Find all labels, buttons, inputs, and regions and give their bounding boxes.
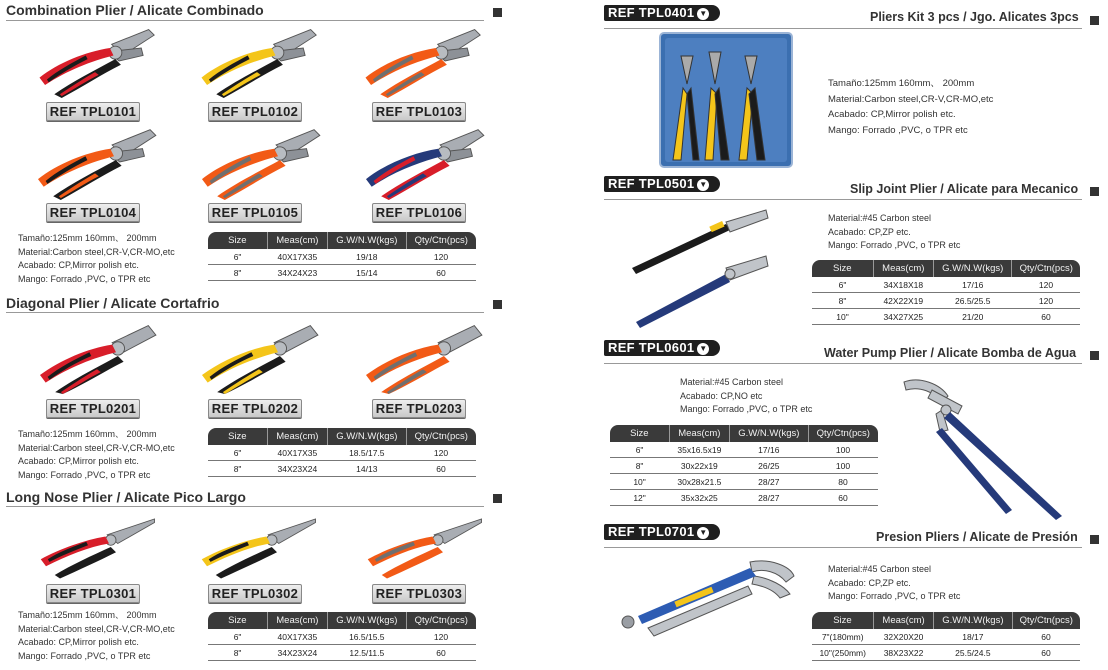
cell: 17/16: [934, 277, 1012, 293]
cell: 28/27: [730, 490, 808, 506]
cell: 34X23X24: [267, 645, 327, 661]
col-size: Size: [812, 260, 873, 277]
cell: 100: [808, 442, 878, 458]
ref-tpl0601: [604, 340, 720, 356]
chevron-down-icon: ▼: [699, 9, 708, 18]
longnose-specs: [18, 609, 175, 663]
slip-joint-pliers-image: [630, 204, 770, 328]
cell: 120: [1012, 277, 1080, 293]
cell: 8": [208, 645, 267, 661]
spec-handle: Mango: Forrado ,PVC, o TPR etc: [828, 124, 968, 136]
longnose-plier-red-black-image: [28, 512, 162, 582]
table-row: [812, 309, 1080, 325]
cell: 26/25: [730, 458, 808, 474]
cell: 18.5/17.5: [328, 445, 406, 461]
spec-finish: Acabado: CP,NO etc: [680, 390, 763, 401]
table-row: [812, 629, 1080, 645]
cell: 7"(180mm): [812, 629, 873, 645]
cell: 10": [610, 474, 669, 490]
spec-handle: Mango: Forrado ,PVC, o TPR etc: [18, 469, 151, 480]
section-title-presion: Presion Pliers / Alicate de Presión: [876, 530, 1078, 544]
cell: 35x32x25: [669, 490, 729, 506]
section-divider: [6, 20, 484, 21]
spec-size: Tamaño:125mm 160mm、 200mm: [18, 233, 157, 243]
ref-label: REF TPL0701: [608, 524, 695, 539]
combination-plier-orange-grey-image: [354, 24, 488, 98]
section-divider: [604, 547, 1082, 548]
table-row: [812, 645, 1080, 661]
ref-tpl0202: REF TPL0202: [208, 399, 302, 418]
cell: 60: [406, 645, 476, 661]
col-meas: Meas(cm): [267, 428, 327, 445]
cell: 120: [1012, 293, 1080, 309]
spec-handle: Mango: Forrado ,PVC, o TPR etc: [680, 404, 813, 414]
col-size: Size: [610, 425, 669, 442]
cell: 25.5/24.5: [934, 645, 1012, 661]
spec-material: Material:Carbon steel,CR-V,CR-MO,etc: [18, 623, 175, 634]
cell: 8": [208, 461, 267, 477]
cell: 40X17X35: [267, 249, 327, 265]
cell: 120: [406, 629, 476, 645]
col-weight: G.W/N.W(kgs): [730, 425, 808, 442]
longnose-plier-orange-grey-image: [352, 512, 492, 582]
longnose-plier-yellow-black-image: [186, 512, 326, 582]
presion-specs: [828, 563, 960, 604]
col-meas: Meas(cm): [267, 612, 327, 629]
combination-specs: [18, 232, 175, 286]
cell: 60: [1012, 645, 1080, 661]
ref-label: REF TPL0401: [608, 5, 695, 20]
table-row: [610, 442, 878, 458]
kit-specs: [828, 76, 993, 138]
cell: 19/18: [328, 249, 406, 265]
cell: 12": [610, 490, 669, 506]
presion-table: [812, 612, 1080, 661]
spec-material: Material:#45 Carbon steel: [828, 213, 932, 223]
spec-material: Material:#45 Carbon steel: [828, 564, 932, 574]
ref-tpl0102: REF TPL0102: [208, 102, 302, 121]
cell: 100: [808, 458, 878, 474]
cell: 30x22x19: [669, 458, 729, 474]
cell: 14/13: [328, 461, 406, 477]
cell: 34X23X24: [267, 461, 327, 477]
cell: 26.5/25.5: [934, 293, 1012, 309]
col-weight: G.W/N.W(kgs): [328, 428, 406, 445]
col-weight: G.W/N.W(kgs): [328, 612, 406, 629]
section-divider: [604, 28, 1082, 29]
section-marker-square: [493, 8, 502, 17]
cell: 60: [406, 461, 476, 477]
table-row: [610, 490, 878, 506]
cell: 6": [208, 445, 267, 461]
chevron-down-icon: ▼: [699, 344, 708, 353]
ref-tpl0501: [604, 176, 720, 192]
ref-tpl0201: REF TPL0201: [46, 399, 140, 418]
spec-finish: Acabado: CP,Mirror polish etc.: [18, 456, 139, 466]
col-qty: Qty/Ctn(pcs): [808, 425, 878, 442]
col-size: Size: [208, 232, 267, 249]
cell: 28/27: [730, 474, 808, 490]
locking-pliers-image: [618, 554, 796, 642]
col-meas: Meas(cm): [873, 612, 933, 629]
col-qty: Qty/Ctn(pcs): [1012, 612, 1080, 629]
table-row: [610, 474, 878, 490]
cell: 40X17X35: [267, 445, 327, 461]
combination-plier-red-black-image: [28, 24, 162, 98]
combination-plier-orange-grey-image-2: [190, 124, 328, 200]
spec-size: Tamaño:125mm 160mm、 200mm: [18, 610, 157, 620]
cell: 80: [808, 474, 878, 490]
cell: 34X27X25: [873, 309, 933, 325]
cell: 35x16.5x19: [669, 442, 729, 458]
ref-tpl0302: REF TPL0302: [208, 584, 302, 603]
cell: 32X20X20: [873, 629, 933, 645]
cell: 120: [406, 249, 476, 265]
spec-handle: Mango: Forrado ,PVC, o TPR etc: [828, 240, 961, 250]
diagonal-table: [208, 428, 476, 477]
col-weight: G.W/N.W(kgs): [328, 232, 406, 249]
table-row: [812, 277, 1080, 293]
ref-tpl0301: REF TPL0301: [46, 584, 140, 603]
section-marker-square: [1090, 535, 1099, 544]
diagonal-plier-red-black-image: [30, 318, 164, 394]
col-meas: Meas(cm): [873, 260, 933, 277]
col-meas: Meas(cm): [669, 425, 729, 442]
combination-plier-orange-black-image: [26, 124, 164, 200]
table-row: [208, 645, 476, 661]
cell: 120: [406, 445, 476, 461]
spec-handle: Mango: Forrado ,PVC, o TPR etc: [828, 591, 961, 601]
water-table: [610, 425, 878, 506]
spec-handle: Mango: Forrado ,PVC, o TPR etc: [18, 273, 151, 284]
table-row: [208, 265, 476, 281]
cell: 18/17: [934, 629, 1012, 645]
section-title-longnose: Long Nose Plier / Alicate Pico Largo: [6, 489, 246, 505]
col-qty: Qty/Ctn(pcs): [1012, 260, 1080, 277]
section-title-combination: Combination Plier / Alicate Combinado: [6, 2, 264, 18]
col-size: Size: [208, 612, 267, 629]
chevron-down-icon: ▼: [699, 180, 708, 189]
slip-specs: [828, 212, 960, 253]
section-marker-square: [493, 300, 502, 309]
cell: 6": [610, 442, 669, 458]
section-marker-square: [1090, 16, 1099, 25]
spec-finish: Acabado: CP,Mirror polish etc.: [18, 260, 139, 270]
section-title-slip: Slip Joint Plier / Alicate para Mecanico: [850, 182, 1079, 196]
cell: 38X23X22: [873, 645, 933, 661]
col-size: Size: [812, 612, 873, 629]
diagonal-plier-yellow-black-image: [192, 318, 326, 394]
chevron-down-icon: ▼: [699, 528, 708, 537]
table-row: [208, 249, 476, 265]
spec-size: Tamaño:125mm 160mm、 200mm: [828, 78, 975, 89]
spec-finish: Acabado: CP,ZP etc.: [828, 226, 911, 237]
cell: 34X24X23: [267, 265, 327, 281]
cell: 6": [208, 249, 267, 265]
combination-table: [208, 232, 476, 281]
spec-finish: Acabado: CP,Mirror polish etc.: [828, 109, 956, 120]
cell: 15/14: [328, 265, 406, 281]
section-marker-square: [1090, 351, 1099, 360]
ref-tpl0303: REF TPL0303: [372, 584, 466, 603]
slip-table: [812, 260, 1080, 325]
section-divider: [6, 506, 484, 507]
col-weight: G.W/N.W(kgs): [934, 260, 1012, 277]
spec-material: Material:Carbon steel,CR-V,CR-MO,etc: [828, 93, 994, 105]
cell: 17/16: [730, 442, 808, 458]
ref-label: REF TPL0601: [608, 340, 695, 355]
cell: 40X17X35: [267, 629, 327, 645]
ref-tpl0203: REF TPL0203: [372, 399, 466, 418]
spec-finish: Acabado: CP,Mirror polish etc.: [18, 637, 139, 647]
col-qty: Qty/Ctn(pcs): [406, 428, 476, 445]
table-row: [208, 445, 476, 461]
table-row: [812, 293, 1080, 309]
cell: 8": [610, 458, 669, 474]
cell: 16.5/15.5: [328, 629, 406, 645]
cell: 12.5/11.5: [328, 645, 406, 661]
ref-tpl0103: REF TPL0103: [372, 102, 466, 121]
diagonal-plier-orange-grey-image: [356, 318, 490, 394]
section-title-diagonal: Diagonal Plier / Alicate Cortafrio: [6, 295, 220, 311]
col-weight: G.W/N.W(kgs): [934, 612, 1012, 629]
longnose-table: [208, 612, 476, 661]
combination-plier-blue-red-image: [354, 124, 492, 200]
cell: 60: [406, 265, 476, 281]
section-divider: [6, 312, 484, 313]
section-title-kit: Pliers Kit 3 pcs / Jgo. Alicates 3pcs: [870, 10, 1079, 24]
ref-tpl0701: [604, 524, 720, 540]
section-divider: [604, 363, 1082, 364]
cell: 8": [812, 293, 873, 309]
water-specs: [680, 376, 812, 417]
cell: 34X18X18: [873, 277, 933, 293]
ref-tpl0106: REF TPL0106: [372, 203, 466, 222]
cell: 30x28x21.5: [669, 474, 729, 490]
cell: 8": [208, 265, 267, 281]
section-title-water: Water Pump Plier / Alicate Bomba de Agua: [824, 346, 1077, 360]
ref-tpl0101: REF TPL0101: [46, 102, 140, 121]
col-qty: Qty/Ctn(pcs): [406, 232, 476, 249]
section-marker-square: [1090, 187, 1099, 196]
spec-finish: Acabado: CP,ZP etc.: [828, 577, 911, 588]
cell: 10": [812, 309, 873, 325]
col-meas: Meas(cm): [267, 232, 327, 249]
ref-tpl0401: [604, 5, 720, 21]
cell: 42X22X19: [873, 293, 933, 309]
spec-handle: Mango: Forrado ,PVC, o TPR etc: [18, 650, 151, 661]
cell: 60: [1012, 629, 1080, 645]
col-size: Size: [208, 428, 267, 445]
spec-material: Material:Carbon steel,CR-V,CR-MO,etc: [18, 246, 175, 257]
diagonal-specs: [18, 428, 175, 482]
table-row: [208, 629, 476, 645]
cell: 60: [1012, 309, 1080, 325]
section-marker-square: [493, 494, 502, 503]
spec-material: Material:Carbon steel,CR-V,CR-MO,etc: [18, 442, 175, 453]
spec-size: Tamaño:125mm 160mm、 200mm: [18, 429, 157, 439]
water-pump-pliers-image: [892, 370, 1072, 520]
cell: 60: [808, 490, 878, 506]
ref-label: REF TPL0501: [608, 176, 695, 191]
cell: 10"(250mm): [812, 645, 873, 661]
table-row: [610, 458, 878, 474]
pliers-kit-blister-pack-image: [659, 32, 793, 168]
cell: 21/20: [934, 309, 1012, 325]
table-row: [208, 461, 476, 477]
spec-material: Material:#45 Carbon steel: [680, 377, 784, 387]
combination-plier-yellow-black-image: [190, 24, 324, 98]
ref-tpl0105: REF TPL0105: [208, 203, 302, 222]
ref-tpl0104: REF TPL0104: [46, 203, 140, 222]
col-qty: Qty/Ctn(pcs): [406, 612, 476, 629]
cell: 6": [208, 629, 267, 645]
cell: 6": [812, 277, 873, 293]
section-divider: [604, 199, 1082, 200]
